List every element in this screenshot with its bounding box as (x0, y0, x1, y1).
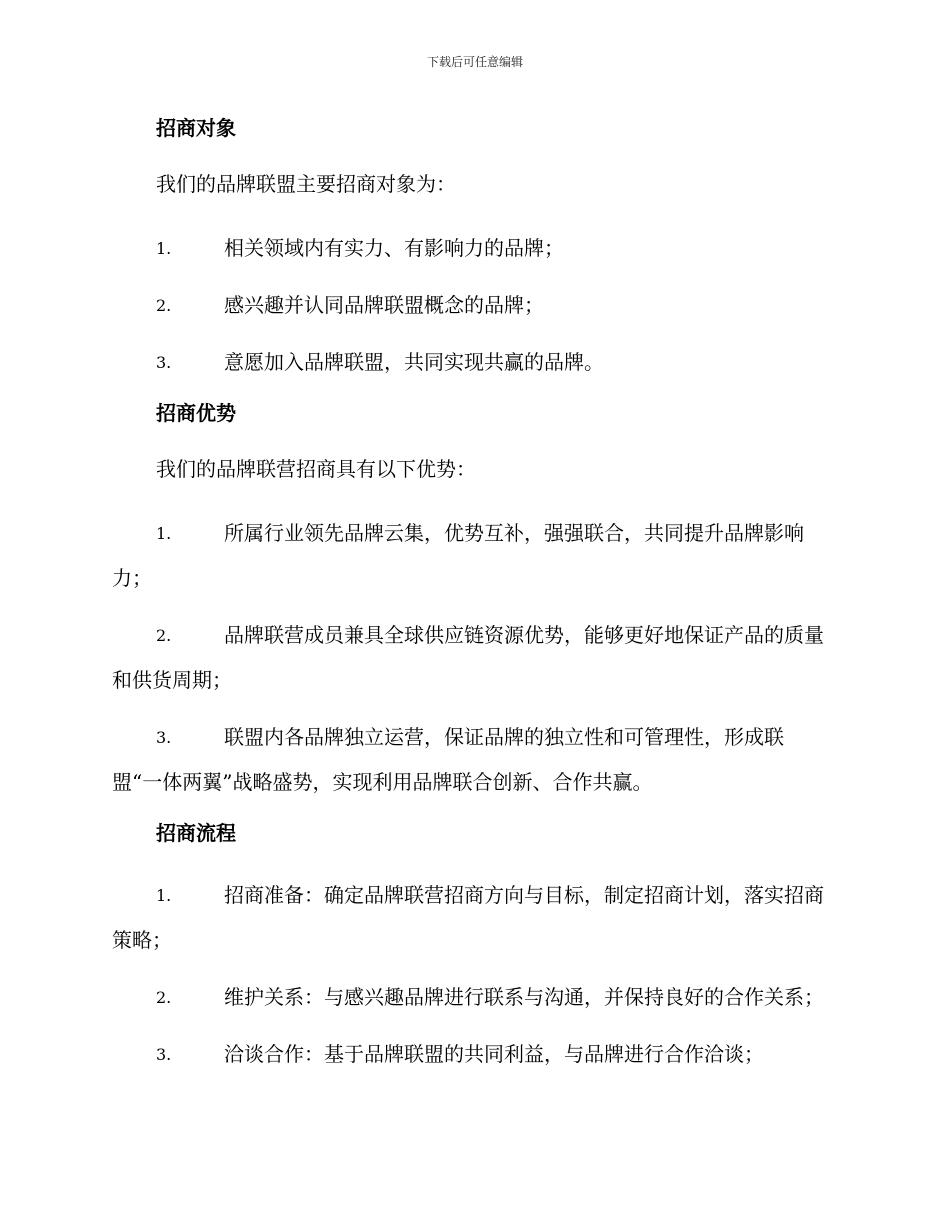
section-intro: 我们的品牌联营招商具有以下优势： (156, 457, 476, 481)
list-text: 联盟内各品牌独立运营，保证品牌的独立性和可管理性，形成联盟“一体两翼”战略盛势，实现利用品牌联合创新、合作共赢。 (112, 725, 784, 794)
list-number: 2. (156, 296, 172, 315)
document-body (112, 112, 834, 1089)
list-item (112, 340, 834, 385)
list-item (112, 511, 834, 601)
section-title: 招商优势 (156, 401, 236, 425)
list-item (112, 1032, 834, 1077)
list-text: 招商准备：确定品牌联营招商方向与目标，制定招商计划，落实招商策略； (112, 883, 824, 952)
header-note: 下载后可任意编辑 (426, 55, 523, 69)
section-advantages (112, 397, 834, 805)
list-item (112, 613, 834, 703)
section-title: 招商对象 (156, 116, 236, 140)
list-text: 所属行业领先品牌云集，优势互补，强强联合，共同提升品牌影响力； (112, 521, 804, 590)
list-number: 3. (156, 728, 172, 747)
list-item (112, 283, 834, 328)
list-text: 品牌联营成员兼具全球供应链资源优势，能够更好地保证产品的质量和供货周期； (112, 623, 824, 692)
list-text: 相关领域内有实力、有影响力的品牌； (224, 236, 564, 260)
list-text: 意愿加入品牌联盟，共同实现共赢的品牌。 (224, 350, 604, 374)
list-text: 感兴趣并认同品牌联盟概念的品牌； (224, 293, 544, 317)
list-number: 3. (156, 353, 172, 372)
list-number: 1. (156, 239, 172, 258)
list-number: 1. (156, 524, 172, 543)
list-number: 3. (156, 1045, 172, 1064)
list-item (112, 715, 834, 805)
list-text: 维护关系：与感兴趣品牌进行联系与沟通，并保持良好的合作关系； (224, 985, 824, 1009)
list-item (112, 226, 834, 271)
list-number: 2. (156, 988, 172, 1007)
section-title: 招商流程 (156, 821, 236, 845)
list-item (112, 975, 834, 1020)
list-text: 洽谈合作：基于品牌联盟的共同利益，与品牌进行合作洽谈； (224, 1042, 764, 1066)
section-intro: 我们的品牌联盟主要招商对象为： (156, 172, 456, 196)
list-number: 1. (156, 886, 172, 905)
section-process (112, 817, 834, 1077)
section-target (112, 112, 834, 385)
list-number: 2. (156, 626, 172, 645)
list-item (112, 873, 834, 963)
